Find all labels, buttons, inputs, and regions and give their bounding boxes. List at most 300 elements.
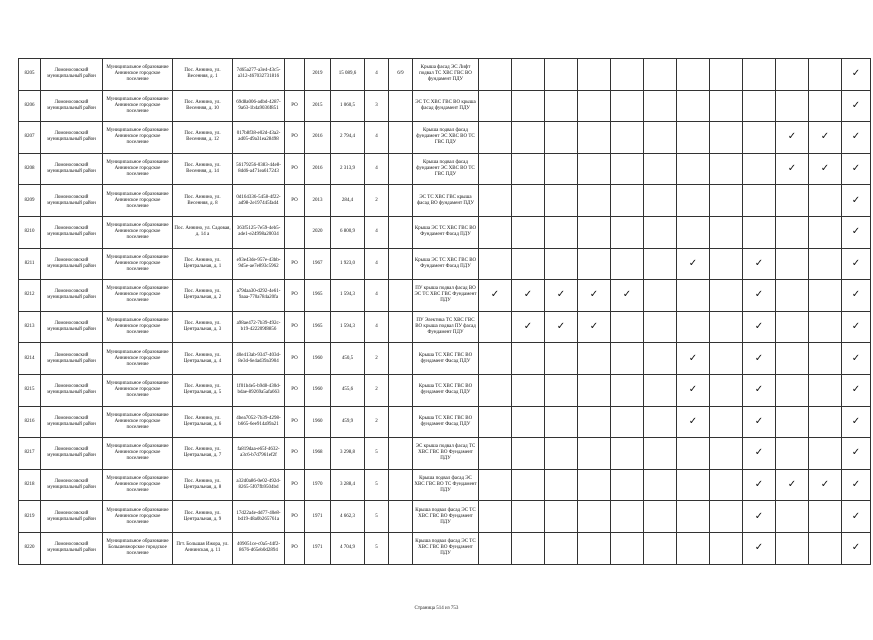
table-row <box>19 153 871 185</box>
address-cell: Пос. Аннино, ул. Весенняя, д. 12 <box>173 122 233 154</box>
work-check-cell <box>611 280 644 312</box>
check-mark-icon: ✓ <box>787 479 797 491</box>
work-check-cell <box>743 122 776 154</box>
district-cell: Ломоносовский муниципальный район <box>41 343 103 375</box>
work-check-cell <box>479 374 512 406</box>
work-check-cell <box>776 343 809 375</box>
method-cell: РО <box>285 248 305 280</box>
area-cell: 4 704,9 <box>331 532 365 564</box>
work-check-cell <box>479 343 512 375</box>
check-mark-icon: ✓ <box>556 289 566 301</box>
row-number: 8206 <box>19 90 41 122</box>
table-row <box>19 311 871 343</box>
work-check-cell <box>842 122 871 154</box>
area-cell: 3 288,4 <box>331 469 365 501</box>
work-check-cell <box>578 343 611 375</box>
district-cell: Ломоносовский муниципальный район <box>41 280 103 312</box>
guid-cell: 56179256-0383-44e8-8dd6-a471ea617243 <box>233 153 285 185</box>
work-check-cell <box>512 406 545 438</box>
guid-cell: 363f5125-7e59-4eb5-ade1-e24998a20034 <box>233 216 285 248</box>
works-cell: Крыша ЭС ТС ХВС ГВС ВО Фундамент Фасад ПДУ <box>413 248 479 280</box>
work-check-cell <box>644 406 677 438</box>
table-row <box>19 532 871 564</box>
table-row <box>19 59 871 91</box>
work-check-cell <box>743 406 776 438</box>
settlement-cell: Муниципальное образование Аннинское городское поселение <box>103 59 173 91</box>
work-check-cell <box>644 122 677 154</box>
work-check-cell <box>743 90 776 122</box>
check-mark-icon: ✓ <box>754 289 764 301</box>
work-check-cell <box>842 153 871 185</box>
work-check-cell <box>479 59 512 91</box>
area-cell: 450,5 <box>331 343 365 375</box>
work-check-cell <box>512 501 545 533</box>
work-check-cell <box>611 122 644 154</box>
work-check-cell <box>644 311 677 343</box>
check-mark-icon: ✓ <box>754 321 764 333</box>
guid-cell: 40e413ab-9347-403d-8e3d-6e4ad39a3904 <box>233 343 285 375</box>
work-check-cell <box>809 374 842 406</box>
method-cell: РО <box>285 280 305 312</box>
district-cell: Ломоносовский муниципальный район <box>41 216 103 248</box>
settlement-cell: Муниципальное образование Аннинское городское поселение <box>103 343 173 375</box>
work-check-cell <box>611 469 644 501</box>
work-check-cell <box>611 185 644 217</box>
page-number: Страница 514 из 753 <box>414 606 459 611</box>
year-cell: 1965 <box>305 311 331 343</box>
work-check-cell <box>545 343 578 375</box>
table-row <box>19 343 871 375</box>
floors-cell: 4 <box>365 153 389 185</box>
year-cell: 1970 <box>305 469 331 501</box>
work-check-cell <box>743 280 776 312</box>
area-cell: 459,9 <box>331 406 365 438</box>
check-mark-icon: ✓ <box>851 226 861 238</box>
work-check-cell <box>578 216 611 248</box>
work-check-cell <box>545 438 578 470</box>
guid-cell: 7d65a277-a3e4-43c5-a312-467032731816 <box>233 59 285 91</box>
floors2-cell <box>389 469 413 501</box>
method-cell <box>285 59 305 91</box>
district-cell: Ломоносовский муниципальный район <box>41 185 103 217</box>
work-check-cell <box>743 501 776 533</box>
table-row <box>19 122 871 154</box>
district-cell: Ломоносовский муниципальный район <box>41 406 103 438</box>
address-cell: Пос. Аннино, ул. Центральная, д. 2 <box>173 280 233 312</box>
check-mark-icon: ✓ <box>851 289 861 301</box>
check-mark-icon: ✓ <box>688 257 698 269</box>
work-check-cell <box>842 343 871 375</box>
check-mark-icon: ✓ <box>754 415 764 427</box>
work-check-cell <box>842 59 871 91</box>
district-cell: Ломоносовский муниципальный район <box>41 59 103 91</box>
work-check-cell <box>545 374 578 406</box>
floors2-cell <box>389 248 413 280</box>
work-check-cell <box>743 438 776 470</box>
works-cell: Крыша подвал фасад фундамент ЭС ХВС ВО ТС ГВС ПДУ <box>413 122 479 154</box>
check-mark-icon: ✓ <box>787 131 797 143</box>
work-check-cell <box>809 90 842 122</box>
work-check-cell <box>743 153 776 185</box>
work-check-cell <box>809 59 842 91</box>
settlement-cell: Муниципальное образование Аннинское городское поселение <box>103 122 173 154</box>
work-check-cell <box>710 532 743 564</box>
row-number: 8211 <box>19 248 41 280</box>
work-check-cell <box>479 438 512 470</box>
settlement-cell: Муниципальное образование Аннинское городское поселение <box>103 438 173 470</box>
check-mark-icon: ✓ <box>851 131 861 143</box>
work-check-cell <box>710 216 743 248</box>
work-check-cell <box>809 532 842 564</box>
work-check-cell <box>710 469 743 501</box>
document-sheet <box>18 58 861 565</box>
work-check-cell <box>743 216 776 248</box>
year-cell: 1968 <box>305 438 331 470</box>
table-row <box>19 374 871 406</box>
row-number: 8210 <box>19 216 41 248</box>
table-row <box>19 216 871 248</box>
district-cell: Ломоносовский муниципальный район <box>41 438 103 470</box>
work-check-cell <box>677 406 710 438</box>
method-cell: РО <box>285 438 305 470</box>
check-mark-icon: ✓ <box>556 321 566 333</box>
guid-cell: 69d8a006-adbd-4287-9a63-1b4a9036f851 <box>233 90 285 122</box>
method-cell: РО <box>285 501 305 533</box>
year-cell: 2013 <box>305 185 331 217</box>
work-check-cell <box>710 311 743 343</box>
works-cell: ЭС ТС ХВС ГВС ВО крыша фасад фундамент ПДУ <box>413 90 479 122</box>
work-check-cell <box>545 280 578 312</box>
works-cell: Крыша подвал фасад ЭС ХВС ГВС ВО ТС Фундамент ПДУ <box>413 469 479 501</box>
work-check-cell <box>809 438 842 470</box>
guid-cell: fa819daa-e65f-4632-a3c6-b7d7961ef2f <box>233 438 285 470</box>
work-check-cell <box>677 311 710 343</box>
work-check-cell <box>677 59 710 91</box>
work-check-cell <box>512 532 545 564</box>
table-row <box>19 469 871 501</box>
work-check-cell <box>809 469 842 501</box>
area-cell: 15 089,6 <box>331 59 365 91</box>
work-check-cell <box>842 248 871 280</box>
work-check-cell <box>512 59 545 91</box>
table-row <box>19 406 871 438</box>
work-check-cell <box>611 90 644 122</box>
year-cell: 1967 <box>305 248 331 280</box>
check-mark-icon: ✓ <box>622 289 632 301</box>
address-cell: Пос. Аннино, ул. Центральная, д. 4 <box>173 343 233 375</box>
address-cell: Пос. Аннино, ул. Садовая, д. 14 а <box>173 216 233 248</box>
check-mark-icon: ✓ <box>851 479 861 491</box>
table-row <box>19 501 871 533</box>
work-check-cell <box>710 280 743 312</box>
floors-cell: 4 <box>365 280 389 312</box>
row-number: 8216 <box>19 406 41 438</box>
year-cell: 1965 <box>305 280 331 312</box>
check-mark-icon: ✓ <box>851 257 861 269</box>
work-check-cell <box>512 122 545 154</box>
work-check-cell <box>776 280 809 312</box>
floors2-cell <box>389 343 413 375</box>
method-cell: РО <box>285 469 305 501</box>
work-check-cell <box>809 122 842 154</box>
work-check-cell <box>578 501 611 533</box>
district-cell: Ломоносовский муниципальный район <box>41 248 103 280</box>
work-check-cell <box>644 374 677 406</box>
floors2-cell <box>389 374 413 406</box>
work-check-cell <box>578 122 611 154</box>
year-cell: 1960 <box>305 406 331 438</box>
work-check-cell <box>842 469 871 501</box>
area-cell: 455,6 <box>331 374 365 406</box>
work-check-cell <box>809 153 842 185</box>
work-check-cell <box>809 311 842 343</box>
check-mark-icon: ✓ <box>589 321 599 333</box>
work-check-cell <box>512 185 545 217</box>
district-cell: Ломоносовский муниципальный район <box>41 90 103 122</box>
district-cell: Ломоносовский муниципальный район <box>41 501 103 533</box>
works-cell: Крыша фасад ЭС Лифт подвал ТС ХВС ГВС ВО фундамент ПДУ <box>413 59 479 91</box>
district-cell: Ломоносовский муниципальный район <box>41 153 103 185</box>
area-cell: 4 662,3 <box>331 501 365 533</box>
year-cell: 2016 <box>305 153 331 185</box>
guid-cell: a98ae472-7b39-492c-b19-422209f8856 <box>233 311 285 343</box>
district-cell: Ломоносовский муниципальный район <box>41 532 103 564</box>
floors-cell: 3 <box>365 90 389 122</box>
work-check-cell <box>776 248 809 280</box>
work-check-cell <box>644 153 677 185</box>
work-check-cell <box>776 532 809 564</box>
floors2-cell <box>389 532 413 564</box>
settlement-cell: Муниципальное образование Аннинское городское поселение <box>103 374 173 406</box>
guid-cell: 0d164336-5458-4f22-ad98-2e197445fad4 <box>233 185 285 217</box>
work-check-cell <box>677 532 710 564</box>
table-row <box>19 248 871 280</box>
check-mark-icon: ✓ <box>851 510 861 522</box>
method-cell: РО <box>285 153 305 185</box>
check-mark-icon: ✓ <box>754 384 764 396</box>
work-check-cell <box>545 248 578 280</box>
work-check-cell <box>677 280 710 312</box>
floors2-cell <box>389 216 413 248</box>
work-check-cell <box>644 248 677 280</box>
method-cell: РО <box>285 374 305 406</box>
check-mark-icon: ✓ <box>754 447 764 459</box>
guid-cell: a79daa30-d292-4e61-9aaa-770a784a20fa <box>233 280 285 312</box>
work-check-cell <box>776 153 809 185</box>
works-cell: ПУ Электика ТС ХВС ГВС ВО крыша подвал ПУ фасад Фундамент ПДУ <box>413 311 479 343</box>
work-check-cell <box>710 248 743 280</box>
work-check-cell <box>611 501 644 533</box>
floors2-cell <box>389 406 413 438</box>
work-check-cell <box>512 374 545 406</box>
address-cell: Пос. Аннино, ул. Центральная, д. 7 <box>173 438 233 470</box>
work-check-cell <box>545 122 578 154</box>
work-check-cell <box>677 185 710 217</box>
area-cell: 1 594,3 <box>331 311 365 343</box>
work-check-cell <box>710 59 743 91</box>
check-mark-icon: ✓ <box>523 289 533 301</box>
table-row <box>19 280 871 312</box>
work-check-cell <box>809 406 842 438</box>
year-cell: 1971 <box>305 532 331 564</box>
floors2-cell <box>389 153 413 185</box>
work-check-cell <box>644 343 677 375</box>
guid-cell: 1f01b4e5-b9d8-430d-bdae-89269a5afa663 <box>233 374 285 406</box>
year-cell: 2016 <box>305 122 331 154</box>
work-check-cell <box>842 280 871 312</box>
work-check-cell <box>743 311 776 343</box>
work-check-cell <box>644 280 677 312</box>
works-cell: Крыша подвал фасад фундамент ЭС ХВС ВО ТС ГВС ПДУ <box>413 153 479 185</box>
work-check-cell <box>677 216 710 248</box>
check-mark-icon: ✓ <box>851 99 861 111</box>
row-number: 8212 <box>19 280 41 312</box>
work-check-cell <box>611 59 644 91</box>
method-cell: РО <box>285 532 305 564</box>
row-number: 8219 <box>19 501 41 533</box>
year-cell: 2015 <box>305 90 331 122</box>
work-check-cell <box>479 153 512 185</box>
area-cell: 1 923,0 <box>331 248 365 280</box>
floors-cell: 2 <box>365 185 389 217</box>
district-cell: Ломоносовский муниципальный район <box>41 311 103 343</box>
work-check-cell <box>644 90 677 122</box>
row-number: 8213 <box>19 311 41 343</box>
work-check-cell <box>743 59 776 91</box>
work-check-cell <box>710 374 743 406</box>
work-check-cell <box>677 343 710 375</box>
work-check-cell <box>479 406 512 438</box>
work-check-cell <box>479 501 512 533</box>
work-check-cell <box>545 469 578 501</box>
work-check-cell <box>479 280 512 312</box>
floors2-cell <box>389 311 413 343</box>
check-mark-icon: ✓ <box>754 479 764 491</box>
year-cell: 1971 <box>305 501 331 533</box>
floors2-cell <box>389 90 413 122</box>
work-check-cell <box>710 185 743 217</box>
work-check-cell <box>644 438 677 470</box>
work-check-cell <box>578 153 611 185</box>
area-cell: 284,4 <box>331 185 365 217</box>
table-row <box>19 185 871 217</box>
work-check-cell <box>776 59 809 91</box>
district-cell: Ломоносовский муниципальный район <box>41 374 103 406</box>
row-number: 8217 <box>19 438 41 470</box>
work-check-cell <box>743 469 776 501</box>
check-mark-icon: ✓ <box>688 352 698 364</box>
floors2-cell <box>389 438 413 470</box>
work-check-cell <box>677 248 710 280</box>
floors2-cell <box>389 280 413 312</box>
work-check-cell <box>809 343 842 375</box>
work-check-cell <box>611 153 644 185</box>
area-cell: 3 298,8 <box>331 438 365 470</box>
work-check-cell <box>512 438 545 470</box>
check-mark-icon: ✓ <box>851 415 861 427</box>
works-cell: Крыша подвал фасад ЭС ТС ХВС ГВС ВО Фундамент ПДУ <box>413 501 479 533</box>
area-cell: 1 060,5 <box>331 90 365 122</box>
guid-cell: 4bea7052-7b39-4298-b665-6ee914a99a21 <box>233 406 285 438</box>
work-check-cell <box>611 343 644 375</box>
check-mark-icon: ✓ <box>851 163 861 175</box>
address-cell: Пгт. Большая Ижора, ул. Аннинская, д. 11 <box>173 532 233 564</box>
check-mark-icon: ✓ <box>754 510 764 522</box>
works-cell: ПУ крыша подвал фасад ВО ЭС ТС ХВС ГВС Фундамент ПДУ <box>413 280 479 312</box>
work-check-cell <box>710 90 743 122</box>
work-check-cell <box>545 532 578 564</box>
district-cell: Ломоносовский муниципальный район <box>41 469 103 501</box>
district-cell: Ломоносовский муниципальный район <box>41 122 103 154</box>
row-number: 8207 <box>19 122 41 154</box>
area-cell: 2 794,4 <box>331 122 365 154</box>
work-check-cell <box>710 153 743 185</box>
work-check-cell <box>479 311 512 343</box>
settlement-cell: Муниципальное образование Большеижорское городское поселение <box>103 532 173 564</box>
work-check-cell <box>512 90 545 122</box>
floors-cell: 2 <box>365 374 389 406</box>
address-cell: Пос. Аннино, ул. Весенняя, д. 1 <box>173 59 233 91</box>
work-check-cell <box>842 311 871 343</box>
area-cell: 1 594,3 <box>331 280 365 312</box>
work-check-cell <box>578 59 611 91</box>
check-mark-icon: ✓ <box>589 289 599 301</box>
work-check-cell <box>842 532 871 564</box>
work-check-cell <box>809 185 842 217</box>
works-cell: Крыша ТС ХВС ГВС ВО фундамент Фасад ПДУ <box>413 343 479 375</box>
method-cell <box>285 216 305 248</box>
work-check-cell <box>512 311 545 343</box>
method-cell: РО <box>285 122 305 154</box>
floors-cell: 2 <box>365 343 389 375</box>
floors2-cell: 6/9 <box>389 59 413 91</box>
work-check-cell <box>578 469 611 501</box>
method-cell: РО <box>285 343 305 375</box>
work-check-cell <box>545 153 578 185</box>
area-cell: 2 313,9 <box>331 153 365 185</box>
floors2-cell <box>389 501 413 533</box>
work-check-cell <box>677 122 710 154</box>
check-mark-icon: ✓ <box>754 542 764 554</box>
row-number: 8214 <box>19 343 41 375</box>
works-cell: Крыша ТС ХВС ГВС ВО фундамент Фасад ПДУ <box>413 374 479 406</box>
settlement-cell: Муниципальное образование Аннинское городское поселение <box>103 406 173 438</box>
work-check-cell <box>644 501 677 533</box>
work-check-cell <box>842 185 871 217</box>
check-mark-icon: ✓ <box>851 542 861 554</box>
check-mark-icon: ✓ <box>820 131 830 143</box>
check-mark-icon: ✓ <box>490 289 500 301</box>
floors-cell: 5 <box>365 438 389 470</box>
work-check-cell <box>479 185 512 217</box>
settlement-cell: Муниципальное образование Аннинское городское поселение <box>103 469 173 501</box>
work-check-cell <box>545 501 578 533</box>
check-mark-icon: ✓ <box>820 163 830 175</box>
work-check-cell <box>545 185 578 217</box>
check-mark-icon: ✓ <box>688 384 698 396</box>
row-number: 8220 <box>19 532 41 564</box>
address-cell: Пос. Аннино, ул. Центральная, д. 3 <box>173 311 233 343</box>
settlement-cell: Муниципальное образование Аннинское городское поселение <box>103 153 173 185</box>
work-check-cell <box>776 374 809 406</box>
work-check-cell <box>611 532 644 564</box>
work-check-cell <box>512 280 545 312</box>
work-check-cell <box>644 532 677 564</box>
work-check-cell <box>710 343 743 375</box>
address-cell: Пос. Аннино, ул. Центральная, д. 1 <box>173 248 233 280</box>
address-cell: Пос. Аннино, ул. Весенняя, д. 8 <box>173 185 233 217</box>
year-cell: 1960 <box>305 343 331 375</box>
